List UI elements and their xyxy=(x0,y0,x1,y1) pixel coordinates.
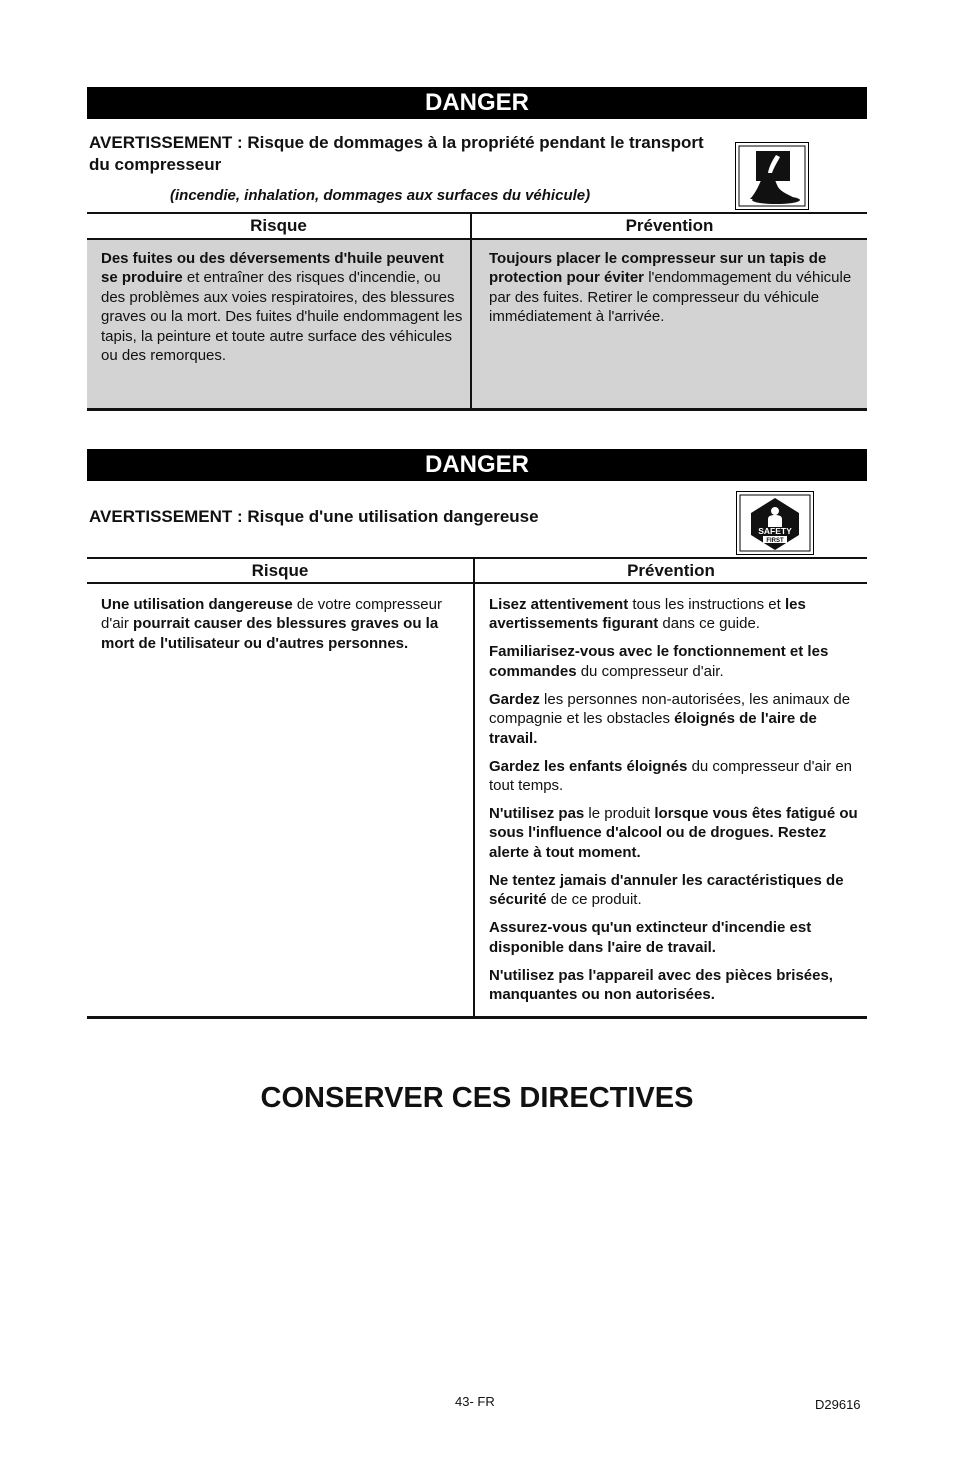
danger-banner-1: DANGER xyxy=(87,87,867,119)
risk-table-1 xyxy=(87,212,867,412)
prevention-text-1 xyxy=(489,249,863,335)
bold-run: Une utilisation dangereuse xyxy=(101,596,293,613)
bold-run: Ne tentez jamais d'annuler les caractéristiques de sécurité xyxy=(489,871,844,909)
bold-run: Toujours placer le compresseur sur un tapis de protection pour éviter xyxy=(489,250,827,287)
first-icon-text: FIRST xyxy=(766,538,784,544)
danger-banner-2: DANGER xyxy=(87,449,867,481)
bold-run: lorsque vous êtes fatigué ou sous l'influence d'alcool ou de drogues. Restez alerte à tout moment. xyxy=(489,805,858,861)
text-run: les personnes non-autorisées, les animaux de compagnie et les obstacles xyxy=(489,690,851,728)
bold-run: Lisez attentivement xyxy=(489,596,629,613)
page-title: CONSERVER CES DIRECTIVES xyxy=(260,1082,694,1114)
bold-run: les avertissements figurant xyxy=(489,596,806,633)
warning-title-1: AVERTISSEMENT : Risque de dommages à la propriété pendant le transport du compresseur xyxy=(89,133,704,174)
paragraph xyxy=(489,249,863,327)
text-run: de votre compresseur d'air xyxy=(101,596,442,633)
bold-run: Familiarisez-vous avec le fonctionnement et les commandes xyxy=(489,643,829,680)
paragraph xyxy=(489,757,865,796)
bold-run: Assurez-vous qu'un extincteur d'incendie est disponible dans l'aire de travail. xyxy=(489,919,812,956)
text-run: le produit xyxy=(584,805,655,823)
column-header-risk-2: Risque xyxy=(251,561,309,580)
paragraph xyxy=(489,595,865,634)
bold-run: éloignés de l'aire de travail. xyxy=(489,710,817,747)
paragraph xyxy=(489,642,865,681)
paragraph xyxy=(101,249,463,365)
column-header-prevention-1: Prévention xyxy=(625,216,714,235)
column-header-prevention-2: Prévention xyxy=(627,561,715,580)
page-number: 43- FR xyxy=(455,1394,495,1409)
paragraph xyxy=(489,966,865,1005)
text-run: tous les instructions et xyxy=(628,596,785,613)
safety-first-icon xyxy=(736,491,814,555)
paragraph xyxy=(101,595,469,653)
text-run: du compresseur d'air. xyxy=(576,662,724,680)
paragraph xyxy=(489,804,865,862)
bold-run: Des fuites ou des déversements d'huile peuvent se produire xyxy=(101,250,444,287)
risk-text-2 xyxy=(101,595,469,662)
paragraph xyxy=(489,690,865,748)
risk-text-1 xyxy=(101,249,463,374)
paragraph xyxy=(489,918,865,957)
text-run: et entraîner des risques d'incendie, ou des problèmes aux voies respiratoires, des blessures graves ou la mort. Des fuites d'huile endommagent les tapis, la peinture et toute autre surface des véhicules ou des remorques. xyxy=(101,269,463,365)
bold-run: Gardez xyxy=(489,690,540,708)
text-run: de ce produit. xyxy=(546,891,642,909)
prevention-list-2 xyxy=(489,595,865,1013)
column-header-risk-1: Risque xyxy=(250,216,307,235)
bold-run: N'utilisez pas l'appareil avec des pièces brisées, manquantes ou non autorisées. xyxy=(489,966,833,1004)
text-run: du compresseur d'air en tout temps. xyxy=(489,757,853,795)
bold-run: pourrait causer des blessures graves ou la mort de l'utilisateur ou d'autres personnes. xyxy=(101,615,439,652)
bold-run: N'utilisez pas xyxy=(489,805,585,823)
safety-icon-text: SAFETY xyxy=(758,526,792,536)
warning-subtitle-1: (incendie, inhalation, dommages aux surfaces du véhicule) xyxy=(170,187,591,204)
bold-run: Gardez les enfants éloignés xyxy=(489,757,688,775)
risk-table-2 xyxy=(87,557,867,1022)
document-code: D29616 xyxy=(815,1397,861,1412)
text-run: l'endommagement du véhicule par des fuites. Retirer le compresseur du véhicule immédiatement à l'arrivée. xyxy=(489,269,852,326)
paragraph xyxy=(489,871,865,910)
oil-spill-icon xyxy=(735,142,809,210)
text-run: dans ce guide. xyxy=(658,615,760,633)
warning-title-2: AVERTISSEMENT : Risque d'une utilisation dangereuse xyxy=(89,507,539,526)
